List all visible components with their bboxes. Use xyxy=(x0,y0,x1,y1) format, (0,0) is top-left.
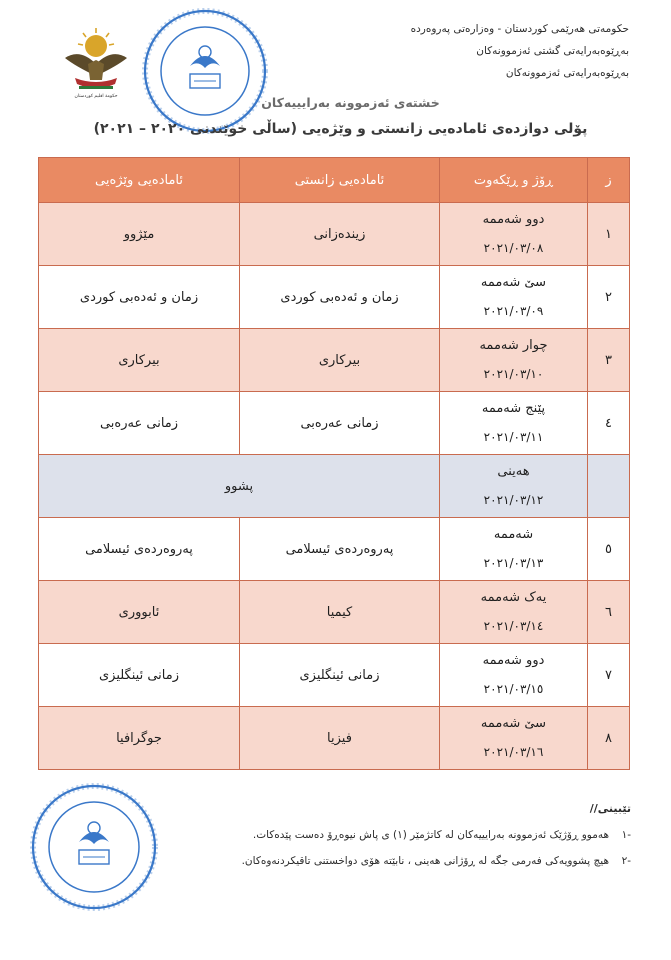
exam-date: ٢٠٢١/٠٣/١٦ xyxy=(483,745,544,759)
day-date-cell xyxy=(440,203,588,266)
science-subject: کیمیا xyxy=(240,581,440,644)
note-item xyxy=(161,822,631,848)
header-science: ئامادەیی زانستی xyxy=(240,158,440,203)
note-number: -١ xyxy=(621,829,631,841)
day-name: چوار شەممە xyxy=(479,338,548,353)
literary-subject: بیرکاری xyxy=(39,329,240,392)
table-row xyxy=(39,266,630,329)
header-day-date: ڕۆژ و ڕێکەوت xyxy=(440,158,588,203)
table-row xyxy=(39,707,630,770)
literary-subject: زمانی ئینگلیزی xyxy=(39,644,240,707)
holiday-label: پشوو xyxy=(39,455,440,518)
science-subject: زمانی ئینگلیزی xyxy=(240,644,440,707)
science-subject: زیندەزانی xyxy=(240,203,440,266)
exam-schedule-table xyxy=(38,157,630,770)
table-row xyxy=(39,392,630,455)
day-date-cell xyxy=(440,644,588,707)
header-number: ز xyxy=(588,158,630,203)
note-item xyxy=(161,848,631,874)
science-subject: بیرکاری xyxy=(240,329,440,392)
exam-date: ٢٠٢١/٠٣/١٢ xyxy=(483,493,544,507)
literary-subject: مێژوو xyxy=(39,203,240,266)
science-subject: زمانی عەرەبی xyxy=(240,392,440,455)
exam-date: ٢٠٢١/٠٣/١٣ xyxy=(483,556,544,570)
day-date-cell xyxy=(440,581,588,644)
table-header-row xyxy=(39,158,630,203)
table-row xyxy=(39,644,630,707)
day-date-cell xyxy=(440,455,588,518)
science-subject: زمان و ئەدەبی کوردی xyxy=(240,266,440,329)
exam-date: ٢٠٢١/٠٣/٠٩ xyxy=(483,304,544,318)
exam-date: ٢٠٢١/٠٣/١٠ xyxy=(483,367,544,381)
day-date-cell xyxy=(440,392,588,455)
kurdistan-emblem-icon xyxy=(55,20,137,100)
day-date-cell xyxy=(440,266,588,329)
header-text-block xyxy=(349,18,629,84)
exam-date: ٢٠٢١/٠٣/٠٨ xyxy=(483,241,544,255)
exam-date: ٢٠٢١/٠٣/١١ xyxy=(483,430,544,444)
row-number: ٦ xyxy=(588,581,630,644)
day-date-cell xyxy=(440,518,588,581)
science-subject: پەروەردەی ئیسلامی xyxy=(240,518,440,581)
science-subject: فیزیا xyxy=(240,707,440,770)
day-name: دوو شەممە xyxy=(482,212,545,227)
day-date-cell xyxy=(440,329,588,392)
table-row xyxy=(39,329,630,392)
day-date-cell xyxy=(440,707,588,770)
literary-subject: پەروەردەی ئیسلامی xyxy=(39,518,240,581)
note-number: -٢ xyxy=(621,855,631,867)
row-number: ٧ xyxy=(588,644,630,707)
row-number: ٤ xyxy=(588,392,630,455)
ministry-stamp-bottom xyxy=(30,783,158,911)
day-name: یەک شەممە xyxy=(480,590,547,605)
row-number: ١ xyxy=(588,203,630,266)
page-title: خشتەی ئەزموونە بەرایییەکان xyxy=(261,95,440,110)
literary-subject: جوگرافیا xyxy=(39,707,240,770)
table-row xyxy=(39,518,630,581)
notes-title: تێبینی// xyxy=(589,802,631,815)
literary-subject: زمانی عەرەبی xyxy=(39,392,240,455)
header-line-ministry: حکومەتی هەرێمی کوردستان - وەزارەتی پەروەردە xyxy=(410,23,629,35)
day-name: سێ شەممە xyxy=(480,275,547,290)
page-subtitle: پۆلی دوازدەی ئامادەیی زانستی و وێژەیی (ساڵی خوێندنی ٢٠٢٠ – ٢٠٢١) xyxy=(93,121,588,137)
table-row-holiday xyxy=(39,455,630,518)
literary-subject: ئابووری xyxy=(39,581,240,644)
day-name: پێنج شەممە xyxy=(481,401,546,416)
ministry-stamp-top xyxy=(142,8,268,134)
row-number xyxy=(588,455,630,518)
notes-section xyxy=(161,796,631,874)
exam-date: ٢٠٢١/٠٣/١٤ xyxy=(483,619,544,633)
emblem-caption: حكومة اقليم كوردستان xyxy=(74,94,118,99)
day-name: شەممە xyxy=(493,527,534,542)
header-line-exams-directorate: بەڕێوەبەرایەتی ئەزموونەکان xyxy=(505,67,629,79)
row-number: ٥ xyxy=(588,518,630,581)
header-line-general-directorate: بەڕێوەبەرایەتی گشتی ئەزموونەکان xyxy=(476,45,629,57)
row-number: ٨ xyxy=(588,707,630,770)
table-row xyxy=(39,203,630,266)
row-number: ٢ xyxy=(588,266,630,329)
literary-subject: زمان و ئەدەبی کوردی xyxy=(39,266,240,329)
day-name: سێ شەممە xyxy=(480,716,547,731)
table-row xyxy=(39,581,630,644)
header-literary: ئامادەیی وێژەیی xyxy=(39,158,240,203)
day-name: دوو شەممە xyxy=(482,653,545,668)
note-text: هیچ پشوویەکی فەرمی جگە لە ڕۆژانی هەینی ، نابێتە هۆی دواخستنی تاقیکردنەوەکان. xyxy=(241,855,609,867)
row-number: ٣ xyxy=(588,329,630,392)
day-name: هەینی xyxy=(497,464,530,479)
exam-date: ٢٠٢١/٠٣/١٥ xyxy=(483,682,544,696)
note-text: هەموو ڕۆژێک ئەزموونە بەرایییەکان لە کاتژمێر (١) ی پاش نیوەڕۆ دەست پێدەکات. xyxy=(252,829,609,841)
